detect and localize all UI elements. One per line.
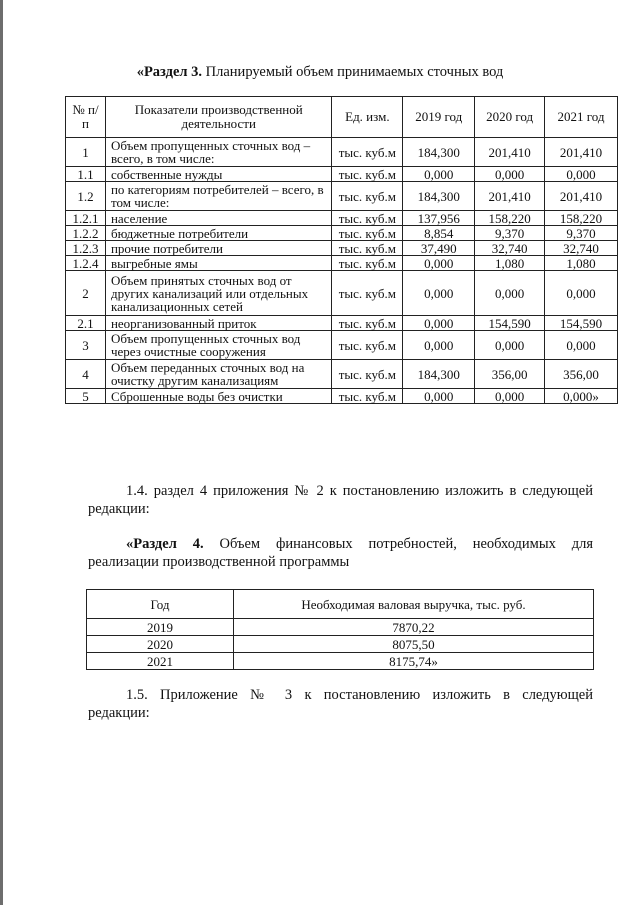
row-num: 2 xyxy=(66,271,106,316)
row-unit: тыс. куб.м xyxy=(332,241,403,256)
table-header-row xyxy=(87,590,594,619)
row-unit: тыс. куб.м xyxy=(332,316,403,331)
row-2020: 1,080 xyxy=(475,256,545,271)
row-2020: 154,590 xyxy=(475,316,545,331)
row-name: население xyxy=(105,211,331,226)
section4-title-bold: «Раздел 4. xyxy=(126,536,204,552)
row-unit: тыс. куб.м xyxy=(332,256,403,271)
table-row xyxy=(66,331,618,360)
row-unit: тыс. куб.м xyxy=(332,360,403,389)
row-2021: 0,000» xyxy=(545,389,618,404)
table-row xyxy=(66,138,618,167)
table-row xyxy=(66,241,618,256)
header-num: № п/п xyxy=(66,97,106,138)
table-row xyxy=(66,256,618,271)
table-row xyxy=(66,211,618,226)
section3-title xyxy=(0,64,640,81)
row-unit: тыс. куб.м xyxy=(332,331,403,360)
row-2021: 0,000 xyxy=(545,331,618,360)
header-2021: 2021 год xyxy=(545,97,618,138)
row-2020: 0,000 xyxy=(475,389,545,404)
header-2020: 2020 год xyxy=(475,97,545,138)
paragraph-1-5-line1: 1.5. Приложение № 3 к постановлению изложить в следующей xyxy=(126,687,593,703)
row-num: 1 xyxy=(66,138,106,167)
row-2020: 0,000 xyxy=(475,271,545,316)
row-2019: 8,854 xyxy=(403,226,475,241)
row-2020: 201,410 xyxy=(475,182,545,211)
table-row xyxy=(87,653,594,670)
page-edge-shadow xyxy=(0,0,3,905)
row-2019: 0,000 xyxy=(403,256,475,271)
row-2021: 0,000 xyxy=(545,167,618,182)
row-num: 1.1 xyxy=(66,167,106,182)
table-row xyxy=(66,316,618,331)
row-name: по категориям потребителей – всего, в том числе: xyxy=(105,182,331,211)
row-num: 1.2 xyxy=(66,182,106,211)
row-2019: 137,956 xyxy=(403,211,475,226)
table-row xyxy=(66,226,618,241)
row-unit: тыс. куб.м xyxy=(332,167,403,182)
section3-table xyxy=(65,96,618,404)
row-2019: 184,300 xyxy=(403,138,475,167)
row-name: Объем пропущенных сточных вод – всего, в том числе: xyxy=(105,138,331,167)
paragraph-1-4-line1: 1.4. раздел 4 приложения № 2 к постановлению изложить в следующей xyxy=(126,483,593,499)
row-unit: тыс. куб.м xyxy=(332,271,403,316)
section3-title-rest: Планируемый объем принимаемых сточных вод xyxy=(202,64,504,80)
paragraph-1-4 xyxy=(88,482,593,518)
row-2019: 0,000 xyxy=(403,167,475,182)
section4-title-rest: Объем финансовых потребностей, необходимых для xyxy=(203,536,594,552)
row-2021: 201,410 xyxy=(545,182,618,211)
section4-table xyxy=(86,589,594,670)
table-row xyxy=(66,182,618,211)
row-year: 2020 xyxy=(87,636,234,653)
row-name: неорганизованный приток xyxy=(105,316,331,331)
row-2021: 356,00 xyxy=(545,360,618,389)
header-revenue: Необходимая валовая выручка, тыс. руб. xyxy=(234,590,594,619)
row-2019: 184,300 xyxy=(403,182,475,211)
table-row xyxy=(66,271,618,316)
table-row xyxy=(66,167,618,182)
row-num: 2.1 xyxy=(66,316,106,331)
row-name: Объем принятых сточных вод от других канализаций или отдельных канализационных сетей xyxy=(105,271,331,316)
section4-title-line2: реализации производственной программы xyxy=(88,554,350,570)
row-year: 2021 xyxy=(87,653,234,670)
row-2021: 158,220 xyxy=(545,211,618,226)
row-2021: 201,410 xyxy=(545,138,618,167)
table-row xyxy=(66,389,618,404)
row-revenue: 8175,74» xyxy=(234,653,594,670)
row-2019: 0,000 xyxy=(403,389,475,404)
table-row xyxy=(87,636,594,653)
row-2020: 201,410 xyxy=(475,138,545,167)
row-num: 1.2.2 xyxy=(66,226,106,241)
row-revenue: 8075,50 xyxy=(234,636,594,653)
header-unit: Ед. изм. xyxy=(332,97,403,138)
header-indicator: Показатели производственной деятельности xyxy=(105,97,331,138)
table-row xyxy=(87,619,594,636)
row-2021: 32,740 xyxy=(545,241,618,256)
row-2020: 9,370 xyxy=(475,226,545,241)
row-name: Объем пропущенных сточных вод через очистные сооружения xyxy=(105,331,331,360)
row-2020: 0,000 xyxy=(475,331,545,360)
row-2020: 32,740 xyxy=(475,241,545,256)
section4-title-line1 xyxy=(88,535,593,553)
paragraph-1-4-line2: редакции: xyxy=(88,501,150,517)
row-unit: тыс. куб.м xyxy=(332,182,403,211)
row-num: 5 xyxy=(66,389,106,404)
row-2021: 9,370 xyxy=(545,226,618,241)
row-unit: тыс. куб.м xyxy=(332,138,403,167)
row-2019: 37,490 xyxy=(403,241,475,256)
row-num: 3 xyxy=(66,331,106,360)
paragraph-1-5-line2: редакции: xyxy=(88,705,150,721)
row-2021: 1,080 xyxy=(545,256,618,271)
section3-title-bold: «Раздел 3. xyxy=(136,64,203,80)
row-unit: тыс. куб.м xyxy=(332,211,403,226)
row-2020: 356,00 xyxy=(475,360,545,389)
row-2019: 0,000 xyxy=(403,331,475,360)
row-num: 1.2.1 xyxy=(66,211,106,226)
row-name: собственные нужды xyxy=(105,167,331,182)
row-2019: 0,000 xyxy=(403,316,475,331)
row-2021: 0,000 xyxy=(545,271,618,316)
row-name: выгребные ямы xyxy=(105,256,331,271)
row-revenue: 7870,22 xyxy=(234,619,594,636)
row-year: 2019 xyxy=(87,619,234,636)
row-name: Объем переданных сточных вод на очистку другим канализациям xyxy=(105,360,331,389)
table-row xyxy=(66,360,618,389)
row-num: 1.2.3 xyxy=(66,241,106,256)
section4-title xyxy=(88,535,593,571)
paragraph-1-5 xyxy=(88,686,593,722)
row-name: Сброшенные воды без очистки xyxy=(105,389,331,404)
row-name: бюджетные потребители xyxy=(105,226,331,241)
row-num: 1.2.4 xyxy=(66,256,106,271)
row-unit: тыс. куб.м xyxy=(332,226,403,241)
row-num: 4 xyxy=(66,360,106,389)
row-name: прочие потребители xyxy=(105,241,331,256)
header-2019: 2019 год xyxy=(403,97,475,138)
row-unit: тыс. куб.м xyxy=(332,389,403,404)
row-2020: 0,000 xyxy=(475,167,545,182)
table-header-row xyxy=(66,97,618,138)
header-year: Год xyxy=(87,590,234,619)
row-2019: 184,300 xyxy=(403,360,475,389)
row-2021: 154,590 xyxy=(545,316,618,331)
row-2020: 158,220 xyxy=(475,211,545,226)
row-2019: 0,000 xyxy=(403,271,475,316)
